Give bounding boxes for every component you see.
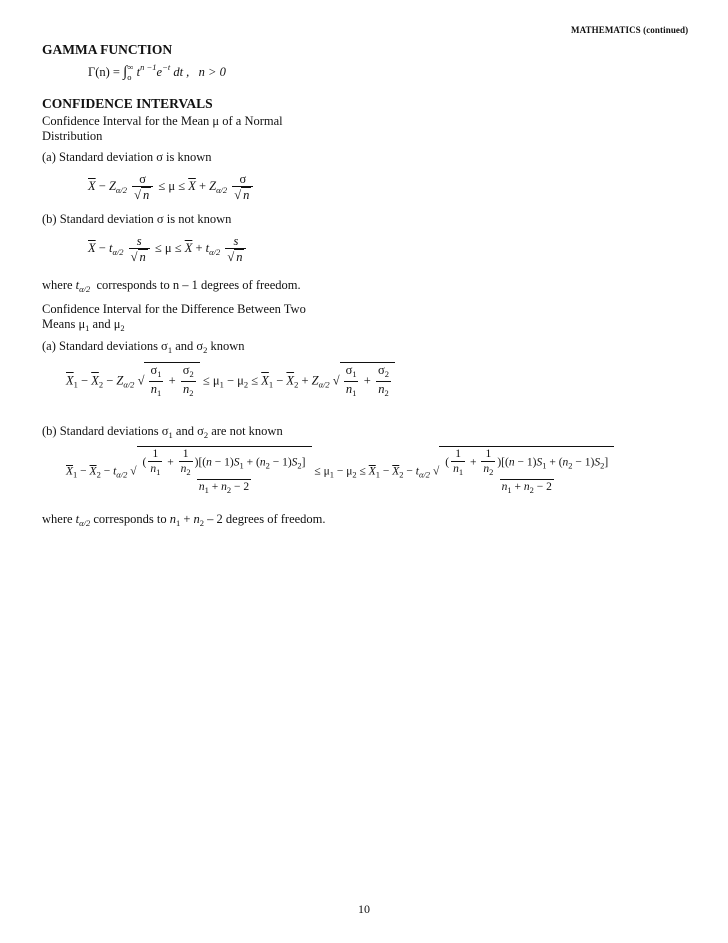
sub-2: 2 — [189, 369, 194, 379]
n-symbol: n — [198, 481, 205, 493]
plus-op: + — [164, 456, 177, 469]
t-symbol: t — [75, 512, 80, 526]
sub-2: 2 — [265, 460, 270, 471]
xbar-symbol: $\overline{X}$ — [368, 465, 376, 478]
n-symbol: n — [508, 456, 515, 469]
sub-1: 1 — [156, 388, 162, 398]
mu-symbol: μ — [212, 373, 220, 388]
frac-num — [148, 363, 163, 381]
sub-2: 2 — [384, 388, 389, 398]
alpha-half-sub: α/2 — [79, 518, 91, 528]
sub-2: 2 — [203, 345, 208, 355]
frac-num: 1 — [455, 448, 461, 460]
minus-op: − — [211, 456, 225, 469]
where-word: where — [42, 512, 73, 526]
plus-op: + — [208, 481, 222, 493]
sub-1: 1 — [268, 379, 274, 390]
radicand — [137, 446, 312, 497]
sub-2: 2 — [384, 369, 389, 379]
plus-op: + — [467, 456, 480, 469]
sigma2-sq-over-n2 — [181, 363, 196, 400]
sub-2: 2 — [294, 379, 299, 390]
le-op: ≤ — [154, 240, 165, 255]
sub-2: 2 — [297, 460, 302, 471]
sub-2: 2 — [399, 469, 404, 480]
frac-den — [148, 461, 162, 479]
radicand — [340, 362, 395, 400]
n-symbol: n — [142, 188, 150, 202]
b2-text: (b) Standard deviations σ — [42, 424, 169, 438]
sqrt-radical: √ $\frac{\sigma_1}{n_1}$ + $\frac{\sigma_2}{n_2}$ — [333, 362, 395, 400]
sqrt-radical: √ ( $\frac{1}{n_1}$ + $\frac{1}{n_2}$ )$[(n - 1)S_1 + (n_2 - 1)S_2]$ $n_1 + n_2 - 2$ — [433, 446, 614, 497]
gamma-e: e — [156, 65, 163, 79]
z-symbol: Z — [209, 178, 217, 193]
xbar-symbol: $\overline{X}$ — [286, 373, 295, 388]
plus-op: + — [298, 373, 312, 388]
where-word: where — [42, 278, 73, 292]
sub-2: 2 — [529, 485, 534, 495]
alpha-half-sub: α/2 — [115, 184, 127, 195]
le-op: ≤ — [356, 465, 369, 478]
where-t2-tail: – 2 degrees of freedom. — [207, 512, 326, 526]
frac-num — [181, 363, 196, 381]
formula-a — [88, 172, 255, 202]
minus-op: − — [223, 373, 238, 388]
gamma-condition: n > 0 — [198, 65, 226, 79]
frac-den — [451, 461, 465, 479]
xbar-symbol: $\overline{X}$ — [89, 465, 97, 478]
b-label: (b) Standard deviation σ is not known — [42, 212, 232, 226]
one-over-n1 — [451, 447, 465, 479]
minus-op: − — [514, 456, 527, 469]
le-op: ≤ — [248, 373, 262, 388]
t-symbol: t — [113, 465, 117, 478]
frac-den — [181, 381, 196, 400]
formula-a2 — [66, 362, 395, 400]
plus-op: + — [243, 456, 256, 469]
b2-tail: are not known — [208, 424, 283, 438]
radicand — [144, 362, 199, 400]
mu-symbol: μ — [323, 465, 330, 478]
mu-symbol: μ — [346, 465, 353, 478]
sub-1: 1 — [85, 323, 90, 333]
xbar-symbol: $\overline{X}$ — [184, 240, 193, 255]
gamma-dt: dt , — [170, 65, 190, 79]
minus-op: − — [403, 465, 416, 478]
minus-op: − — [231, 481, 244, 493]
alpha-half-sub: α/2 — [116, 469, 128, 480]
one-over-n2 — [179, 447, 193, 479]
sigma2-sq-over-n2 — [376, 363, 391, 400]
sub-1: 1 — [329, 469, 334, 480]
z-symbol: Z — [116, 373, 124, 388]
sub-1: 1 — [507, 485, 512, 495]
frac-den — [149, 381, 164, 400]
alpha-half-sub: α/2 — [123, 379, 135, 390]
minus-op: − — [95, 178, 109, 193]
sqrt-radical: √ $\frac{\sigma_1}{n_1}$ + $\frac{\sigma_2}{n_2}$ — [138, 362, 200, 400]
sigma1-sq-over-n1 — [148, 363, 163, 400]
pooled-variance-fraction — [141, 447, 308, 497]
sub-2: 2 — [96, 469, 101, 480]
n-symbol: n — [150, 463, 157, 475]
sigma-symbol: σ — [377, 363, 385, 377]
n-symbol: n — [501, 481, 508, 493]
two-digit: 2 — [243, 481, 250, 493]
n-symbol: n — [378, 382, 385, 396]
mu-symbol: μ — [164, 240, 172, 255]
frac-num: σ — [139, 172, 147, 186]
sub-2: 2 — [203, 430, 209, 440]
minus-op: − — [77, 373, 92, 388]
gamma-heading: GAMMA FUNCTION — [42, 42, 173, 57]
xbar-symbol: $\overline{X}$ — [188, 178, 196, 193]
one-over-n2 — [481, 447, 495, 479]
sub-1: 1 — [167, 345, 173, 355]
diff-title-text: Confidence Interval for the Difference Between Two Means μ — [42, 302, 306, 331]
frac-den — [344, 381, 359, 400]
b2-label — [42, 424, 283, 443]
radicand — [439, 446, 614, 497]
sub-2: 2 — [189, 388, 194, 398]
sub-2: 2 — [489, 467, 494, 477]
s-over-root-n — [225, 234, 246, 264]
a2-text: (a) Standard deviations σ — [42, 339, 168, 353]
frac-num — [376, 363, 391, 381]
sub-2: 2 — [120, 323, 125, 333]
n-symbol: n — [562, 456, 569, 469]
frac-num: ( $\frac{1}{n_1}$ + $\frac{1}{n_2}$ )$[(n - 1)S_1 + (n_2 - 1)S_2]$ — [445, 448, 609, 477]
t-symbol: t — [108, 240, 113, 255]
where-t2-mid: corresponds to — [93, 512, 167, 526]
z-symbol: Z — [108, 178, 116, 193]
minus-op: − — [273, 373, 287, 388]
frac-den — [197, 479, 251, 497]
sub-1: 1 — [73, 379, 78, 390]
xbar-symbol: $\overline{X}$ — [66, 465, 74, 478]
a2-label — [42, 339, 245, 358]
plus-op: + — [165, 373, 179, 388]
sub-2: 2 — [186, 467, 191, 477]
le-op: ≤ — [314, 465, 324, 478]
sub-1: 1 — [219, 379, 224, 390]
n-symbol: n — [523, 481, 530, 493]
sub-1: 1 — [542, 460, 547, 471]
sigma-symbol: σ — [182, 363, 190, 377]
minus-op: − — [100, 465, 114, 478]
n-symbol: n — [169, 512, 176, 526]
minus-op: − — [333, 465, 347, 478]
where-t-line — [42, 278, 301, 297]
sub-1: 1 — [239, 460, 244, 471]
frac-num: ( $\frac{1}{n_1}$ + $\frac{1}{n_2}$ )$[(n - 1)S_1 + (n_2 - 1)S_2]$ — [142, 448, 306, 477]
sub-2: 2 — [199, 518, 205, 528]
a2-and: and σ — [172, 339, 204, 353]
z-symbol: Z — [311, 373, 319, 388]
integral-upper: ∞ — [127, 62, 134, 72]
sub-2: 2 — [98, 379, 104, 390]
alpha-half-sub: α/2 — [79, 284, 91, 294]
frac-num: σ — [239, 172, 247, 186]
frac-den: √ n — [225, 248, 246, 264]
sub-1: 1 — [157, 369, 162, 379]
gamma-e-exp: −t — [162, 62, 171, 72]
where-t-text: corresponds to n – 1 degrees of freedom. — [96, 278, 301, 292]
sub-1: 1 — [156, 467, 161, 477]
sub-1: 1 — [375, 469, 380, 480]
diff-title — [42, 302, 332, 336]
xbar-symbol: $\overline{X}$ — [392, 465, 400, 478]
alpha-half-sub: α/2 — [418, 469, 431, 480]
integral-sign: ∫ — [123, 64, 128, 80]
sigma-over-root-n — [132, 172, 153, 202]
frac-num — [344, 363, 359, 381]
le-op: ≤ — [171, 240, 185, 255]
n-symbol: n — [183, 382, 190, 396]
n-symbol: n — [259, 456, 266, 469]
sub-2: 2 — [600, 460, 605, 471]
minus-op: − — [533, 481, 547, 493]
sqrt-radical: √ ( $\frac{1}{n_1}$ + $\frac{1}{n_2}$ )$[(n - 1)S_1 + (n_2 - 1)S_2]$ $n_1 + n_2 - 2$ — [130, 446, 311, 497]
sigma-symbol: σ — [150, 363, 158, 377]
s-cap-symbol: S — [291, 456, 298, 469]
minus-op: − — [95, 240, 109, 255]
frac-num: 1 — [152, 448, 159, 460]
le-op: ≤ — [202, 373, 213, 388]
alpha-half-sub: α/2 — [112, 246, 124, 257]
n-symbol: n — [206, 456, 212, 469]
sub-1: 1 — [175, 518, 181, 528]
gamma-lhs: Γ(n) = — [88, 65, 124, 79]
pooled-variance-fraction — [443, 447, 610, 497]
plus-op: + — [180, 512, 194, 526]
minus-op: − — [103, 373, 117, 388]
page-number: 10 — [358, 902, 370, 916]
alpha-half-sub: α/2 — [209, 246, 221, 257]
xbar-symbol: $\overline{X}$ — [66, 373, 74, 388]
where-t2-line — [42, 512, 326, 531]
sigma-symbol: σ — [345, 363, 353, 377]
n-symbol: n — [483, 463, 490, 475]
n-symbol: n — [139, 250, 146, 264]
a2-tail: known — [207, 339, 245, 353]
frac-num: 1 — [485, 448, 492, 460]
minus-op: − — [380, 465, 393, 478]
plus-op: + — [192, 240, 206, 255]
n-symbol: n — [243, 188, 250, 202]
mu-symbol: μ — [168, 178, 176, 193]
s-cap-symbol: S — [233, 456, 240, 469]
xbar-symbol: $\overline{X}$ — [88, 240, 96, 255]
sub-2: 2 — [226, 485, 232, 495]
xbar-symbol: $\overline{X}$ — [91, 373, 99, 388]
gamma-formula — [88, 62, 226, 82]
sub-2: 2 — [568, 460, 573, 471]
n-symbol: n — [180, 463, 187, 475]
frac-num: s — [136, 234, 142, 248]
n-symbol: n — [150, 382, 157, 396]
s-cap-symbol: S — [594, 456, 601, 469]
frac-num: 1 — [182, 448, 189, 460]
ci-heading: CONFIDENCE INTERVALS — [42, 96, 213, 111]
frac-den — [179, 461, 193, 479]
frac-den: √ n — [129, 248, 150, 264]
frac-num: s — [233, 234, 239, 248]
minus-op: − — [572, 456, 585, 469]
plus-op: + — [511, 481, 524, 493]
alpha-half-sub: α/2 — [318, 379, 330, 390]
s-cap-symbol: S — [536, 456, 543, 469]
n-symbol: n — [453, 463, 459, 475]
sub-1: 1 — [458, 467, 464, 477]
one-over-n1 — [148, 447, 162, 479]
sigma-over-root-n — [232, 172, 253, 202]
n-symbol: n — [193, 512, 200, 526]
one-digit: 1 — [282, 456, 288, 469]
frac-den: √ n — [132, 186, 153, 202]
frac-den: √ n — [232, 186, 253, 202]
a-label: (a) Standard deviation σ is known — [42, 150, 212, 164]
b2-and: and σ — [172, 424, 204, 438]
frac-den — [500, 479, 554, 497]
xbar-symbol: $\overline{X}$ — [261, 373, 269, 388]
plus-op: + — [195, 178, 210, 193]
le-op: ≤ — [158, 178, 169, 193]
one-digit: 1 — [526, 456, 533, 469]
n-symbol: n — [221, 481, 227, 493]
formula-b2 — [66, 446, 614, 497]
formula-b — [88, 234, 248, 264]
sub-1: 1 — [352, 388, 357, 398]
mu-symbol: μ — [237, 373, 244, 388]
frac-den — [481, 461, 495, 479]
sub-1: 1 — [204, 485, 209, 495]
diff-mid: and μ — [89, 317, 121, 331]
integral-lower: o — [127, 72, 132, 82]
t-symbol: t — [75, 278, 80, 292]
sub-1: 1 — [168, 430, 173, 440]
two-digit: 2 — [546, 481, 552, 493]
one-digit: 1 — [584, 456, 591, 469]
minus-op: − — [269, 456, 283, 469]
frac-den — [376, 381, 391, 400]
s-over-root-n — [129, 234, 150, 264]
gamma-t: t — [136, 65, 141, 79]
gamma-t-exp: n −1 — [140, 62, 157, 72]
mean-title: Confidence Interval for the Mean μ of a Normal Distribution — [42, 114, 283, 143]
plus-op: + — [546, 456, 559, 469]
sub-1: 1 — [352, 369, 357, 379]
sigma1-sq-over-n1 — [344, 363, 359, 400]
n-symbol: n — [236, 250, 243, 264]
one-digit: 1 — [224, 456, 230, 469]
t-symbol: t — [205, 240, 210, 255]
sub-2: 2 — [243, 379, 249, 390]
sub-1: 1 — [73, 469, 78, 480]
sub-2: 2 — [352, 469, 357, 480]
alpha-half-sub: α/2 — [216, 184, 228, 195]
xbar-symbol: $\overline{X}$ — [88, 178, 96, 193]
running-header: MATHEMATICS (continued) — [571, 25, 689, 35]
plus-op: + — [360, 373, 374, 388]
t-symbol: t — [415, 465, 419, 478]
le-op: ≤ — [175, 178, 189, 193]
minus-op: − — [77, 465, 90, 478]
n-symbol: n — [345, 382, 353, 396]
